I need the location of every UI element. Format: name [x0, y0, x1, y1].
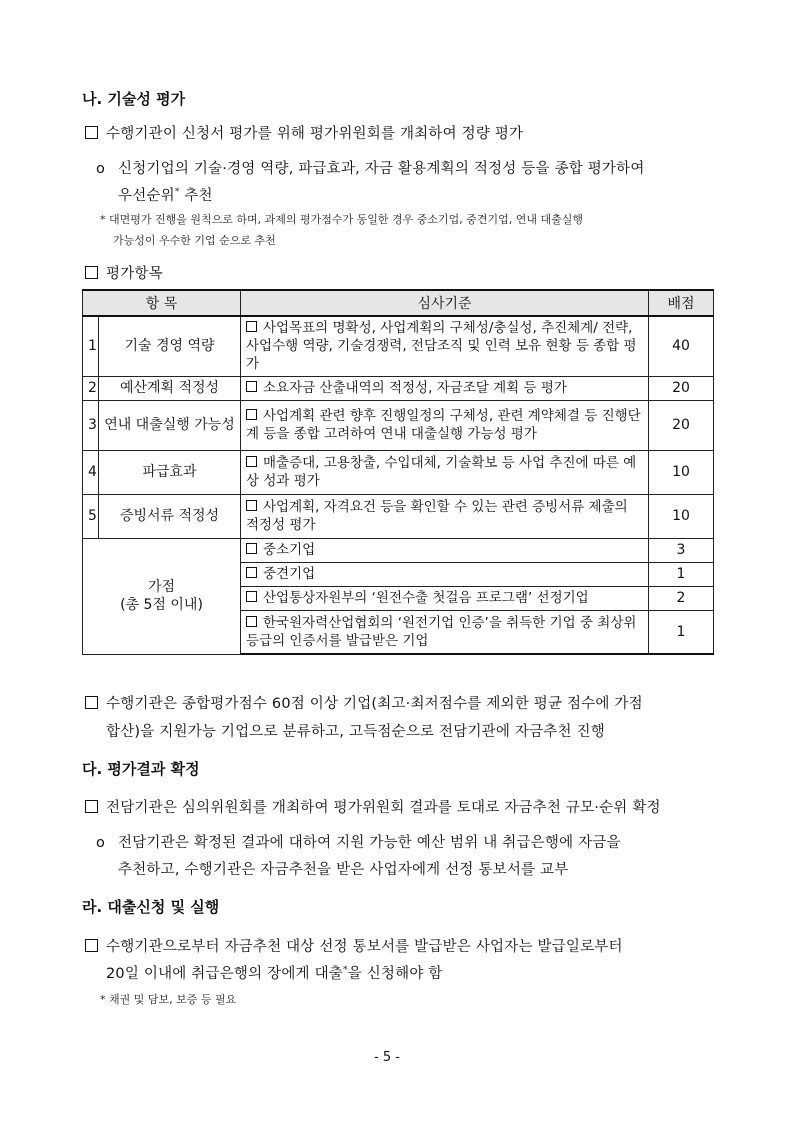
- row-number: 4: [83, 450, 99, 494]
- row-item: 기술 경영 역량: [99, 316, 241, 376]
- bullet-ra-1-cont: 20일 이내에 취급은행의 장에게 대출*을 신청해야 함: [106, 965, 443, 982]
- checkbox-bullet-icon: [246, 321, 257, 332]
- evaluation-table: [82, 289, 714, 655]
- circle-bullet-icon: o: [96, 161, 106, 177]
- bonus-score: 3: [649, 538, 714, 562]
- note-ra-1: * 채권 및 담보, 보증 등 필요: [100, 993, 237, 1006]
- bullet-na-1: 수행기관이 신청서 평가를 위해 평가위원회를 개최하여 정량 평가: [85, 122, 523, 143]
- checkbox-bullet-icon: [246, 500, 257, 511]
- row-number: 5: [83, 494, 99, 538]
- page-number: - 5 -: [374, 1050, 400, 1065]
- checkbox-bullet-icon: [85, 800, 98, 813]
- bullet-after-table: 수행기관은 종합평가점수 60점 이상 기업(최고·최저점수를 제외한 평균 점수에 가점: [85, 692, 643, 713]
- row-criteria: 매출증대, 고용창출, 수입대체, 기술확보 등 사업 추진에 따른 예상 성과 평가: [241, 450, 649, 494]
- table-row: [83, 494, 714, 538]
- row-number: 2: [83, 376, 99, 400]
- section-title-na: 나. 기술성 평가: [82, 90, 186, 108]
- header-item: 항 목: [83, 290, 241, 316]
- row-item: 예산계획 적정성: [99, 376, 241, 400]
- checkbox-bullet-icon: [85, 266, 98, 279]
- row-number: 1: [83, 316, 99, 376]
- checkbox-bullet-icon: [246, 616, 257, 627]
- row-score: 10: [649, 450, 714, 494]
- note-na-1: * 대면평가 진행을 원칙으로 하며, 과제의 평가점수가 동일한 경우 중소기업, 중견기업, 연내 대출실행: [100, 213, 583, 226]
- sub-bullet-da-1: o 전담기관은 확정된 결과에 대하여 지원 가능한 예산 범위 내 취급은행에 자금을: [96, 835, 621, 851]
- checkbox-bullet-icon: [85, 939, 98, 952]
- checkbox-bullet-icon: [246, 381, 257, 392]
- bonus-score: 1: [649, 610, 714, 654]
- row-criteria: 사업목표의 명확성, 사업계획의 구체성/충실성, 추진체계/ 전략, 사업수행 역량, 기술경쟁력, 전담조직 및 인력 보유 현황 등 종합 평가: [241, 316, 649, 376]
- bonus-criteria: 산업통상자원부의 ‘원전수출 첫걸음 프로그램’ 선정기업: [241, 586, 649, 610]
- bullet-ra-1: 수행기관으로부터 자금추천 대상 선정 통보서를 발급받은 사업자는 발급일로부터: [85, 935, 623, 956]
- table-row: [83, 316, 714, 376]
- row-score: 20: [649, 400, 714, 450]
- table-header-row: [83, 290, 714, 316]
- header-score: 배점: [649, 290, 714, 316]
- checkbox-bullet-icon: [246, 591, 257, 602]
- row-score: 10: [649, 494, 714, 538]
- bonus-score: 2: [649, 586, 714, 610]
- bonus-criteria: 중소기업: [241, 538, 649, 562]
- sub-bullet-na-1-cont: 우선순위* 추천: [118, 187, 213, 204]
- header-criteria: 심사기준: [241, 290, 649, 316]
- sub-bullet-na-1: o 신청기업의 기술·경영 역량, 파급효과, 자금 활용계획의 적정성 등을 종합 평가하여: [96, 161, 645, 177]
- bullet-after-table-cont: 합산)을 지원가능 기업으로 분류하고, 고득점순으로 전담기관에 자금추천 진행: [106, 724, 605, 740]
- row-criteria: 소요자금 산출내역의 적정성, 자금조달 계획 등 평가: [241, 376, 649, 400]
- checkbox-bullet-icon: [85, 696, 98, 709]
- items-label: 평가항목: [85, 262, 163, 283]
- row-item: 파급효과: [99, 450, 241, 494]
- row-score: 40: [649, 316, 714, 376]
- table-row-bonus: [83, 538, 714, 562]
- checkbox-bullet-icon: [85, 126, 98, 139]
- checkbox-bullet-icon: [246, 543, 257, 554]
- circle-bullet-icon: o: [96, 835, 106, 851]
- row-item: 증빙서류 적정성: [99, 494, 241, 538]
- note-star-icon: *: [100, 993, 106, 1006]
- checkbox-bullet-icon: [246, 456, 257, 467]
- row-item: 연내 대출실행 가능성: [99, 400, 241, 450]
- table-row: [83, 400, 714, 450]
- checkbox-bullet-icon: [246, 567, 257, 578]
- checkbox-bullet-icon: [246, 409, 257, 420]
- bonus-item: 가점 (총 5점 이내): [83, 538, 241, 654]
- bullet-da-1: 전담기관은 심의위원회를 개최하여 평가위원회 결과를 토대로 자금추천 규모·순위 확정: [85, 796, 661, 817]
- sub-bullet-da-1-cont: 추천하고, 수행기관은 자금추천을 받은 사업자에게 선정 통보서를 교부: [118, 862, 569, 878]
- note-na-1-cont: 가능성이 우수한 기업 순으로 추천: [113, 234, 276, 247]
- section-title-ra: 라. 대출신청 및 실행: [82, 898, 220, 916]
- table-row: [83, 450, 714, 494]
- row-score: 20: [649, 376, 714, 400]
- bonus-criteria: 중견기업: [241, 562, 649, 586]
- section-title-da: 다. 평가결과 확정: [82, 760, 200, 778]
- row-criteria: 사업계획 관련 향후 진행일정의 구체성, 관련 계약체결 등 진행단계 등을 종합 고려하여 연내 대출실행 가능성 평가: [241, 400, 649, 450]
- bonus-criteria: 한국원자력산업협회의 ‘원전기업 인증’을 취득한 기업 중 최상위 등급의 인증서를 발급받은 기업: [241, 610, 649, 654]
- note-star-icon: *: [100, 213, 106, 226]
- table-row: [83, 376, 714, 400]
- row-number: 3: [83, 400, 99, 450]
- bonus-score: 1: [649, 562, 714, 586]
- row-criteria: 사업계획, 자격요건 등을 확인할 수 있는 관련 증빙서류 제출의 적정성 평가: [241, 494, 649, 538]
